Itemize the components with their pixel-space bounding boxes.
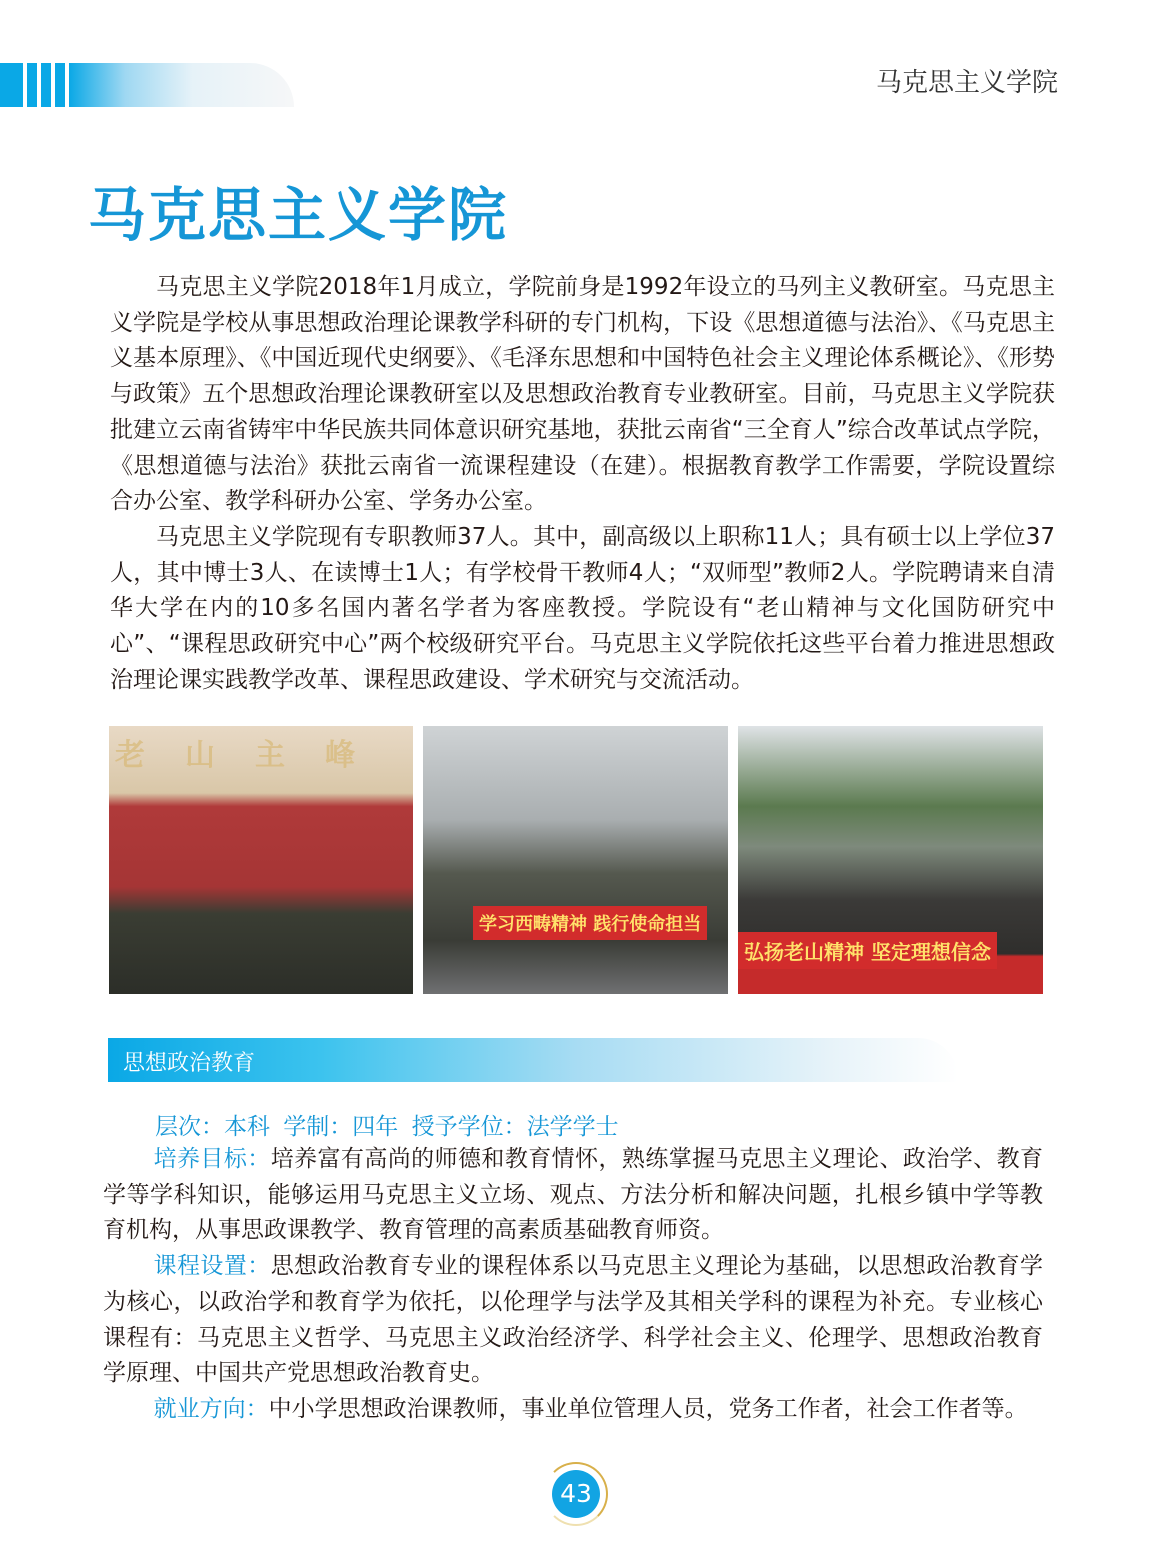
intro-paragraph: 马克思主义学院现有专职教师37人。其中，副高级以上职称11人；具有硕士以上学位37人，其中博士3人、在读博士1人；有学校骨干教师4人；“双师型”教师2人。学院聘请来自清华大学在内的10多名国内著名学者为客座教授。学院设有“老山精神与文化国防研究中心”、“课程思政研究中心”两个校级研究平台。马克思主义学院依托这些平台着力推进思想政治理论课实践教学改革、课程思政建设、学术研究与交流活动。 [110,523,1055,693]
photo-banner: 学习西畴精神 践行使命担当 [473,906,707,940]
item-label: 培养目标： [153,1146,271,1172]
photo-strip [109,726,1043,994]
photo-group-stairs [738,726,1043,994]
section-title: 思想政治教育 [123,1051,256,1076]
program-meta: 层次：本科 学制：四年 授予学位：法学学士 [155,1114,619,1140]
program-item [103,1142,1043,1249]
program-details [103,1142,1043,1428]
program-item [103,1392,1043,1428]
item-text: 培养富有高尚的师德和教育情怀，熟练掌握马克思主义理论、政治学、教育学等学科知识，能够运用马克思主义立场、观点、方法分析和解决问题，扎根乡镇中学等教育机构，从事思政课教学、教育管理的高素质基础教育师资。 [103,1146,1044,1244]
item-label: 课程设置： [153,1253,271,1280]
photo-sign: 老山主峰 [115,738,395,773]
running-header: 马克思主义学院 [875,68,1058,98]
header-decoration [0,63,294,107]
item-label: 就业方向： [153,1395,269,1422]
intro-paragraph: 马克思主义学院2018年1月成立，学院前身是1992年设立的马列主义教研室。马克思主义学院是学校从事思想政治理论课教学科研的专门机构，下设《思想道德与法治》、《马克思主义基本原理》、《中国近现代史纲要》、《毛泽东思想和中国特色社会主义理论体系概论》、《形势与政策》五个思想政治理论课教研室以及思想政治教育专业教研室。目前，马克思主义学院获批建立云南省铸牢中华民族共同体意识研究基地，获批云南省“三全育人”综合改革试点学院，《思想道德与法治》获批云南省一流课程建设（在建）。根据教育教学工作需要，学院设置综合办公室、教学科研办公室、学务办公室。 [110,274,1055,515]
program-item [103,1249,1043,1392]
intro-text [110,270,1055,698]
photo-group-building [423,726,728,994]
page-title: 马克思主义学院 [88,181,509,249]
item-text: 中小学思想政治课教师，事业单位管理人员，党务工作者，社会工作者等。 [268,1395,1028,1422]
page-number: 43 [552,1470,600,1518]
item-text: 思想政治教育专业的课程体系以马克思主义理论为基础，以思想政治教育学为核心，以政治学和教育学为依托，以伦理学与法学及其相关学科的课程为补充。专业核心课程有：马克思主义哲学、马克思主义政治经济学、科学社会主义、伦理学、思想政治教育学原理、中国共产党思想政治教育史。 [103,1253,1044,1387]
photo-laoshan-peak [109,726,413,994]
photo-banner: 弘扬老山精神 坚定理想信念 [738,932,997,969]
section-header [108,1038,958,1082]
